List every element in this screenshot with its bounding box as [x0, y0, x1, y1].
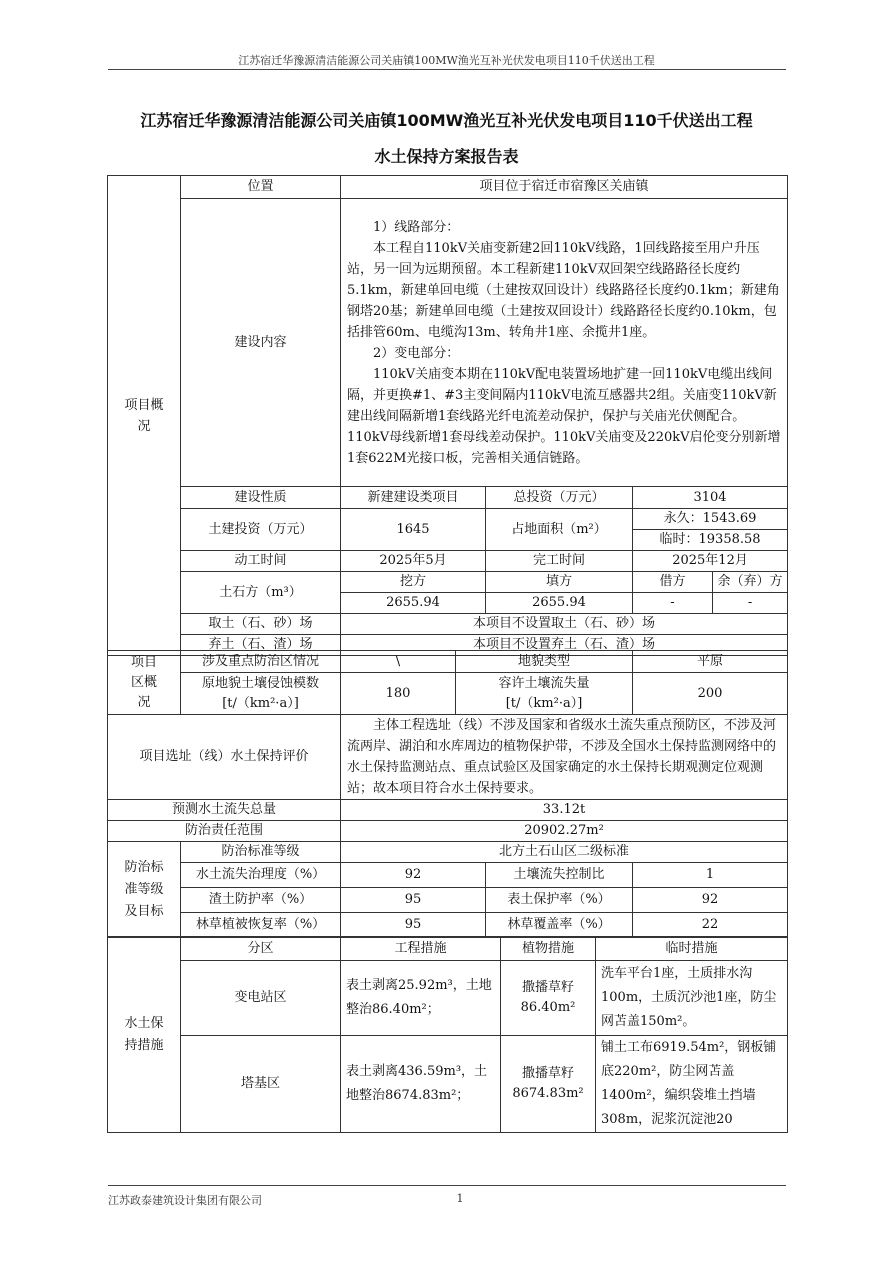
earth-col-fill: 填方: [486, 572, 633, 593]
measure-row-eng: 表土剥离25.92m³，土地整治86.40m²；: [341, 961, 501, 1036]
nature-label: 建设性质: [181, 487, 341, 509]
measure-row-zone: 塔基区: [181, 1036, 341, 1133]
end-value: 2025年12月: [633, 551, 788, 572]
footer-company: 江苏政泰建筑设计集团有限公司: [108, 1194, 262, 1207]
allow-value: 200: [633, 673, 788, 715]
earth-col-cut: 挖方: [341, 572, 486, 593]
document-title: 江苏宿迁华豫源清洁能源公司关庙镇100MW渔光互补光伏发电项目110千伏送出工程: [140, 111, 753, 130]
evaluation-label: 项目选址（线）水土保持评价: [108, 715, 341, 800]
measures-header-plant: 植物措施: [501, 937, 596, 961]
std-r1-label: 水土流失治理度（%）: [181, 863, 341, 888]
std-r1-label2: 土壤流失控制比: [486, 863, 633, 888]
std-r3-label2: 林草覆盖率（%）: [486, 913, 633, 938]
area-temporary: 临时：19358.58: [633, 530, 788, 551]
level-label: 防治标准等级: [181, 842, 341, 863]
area-label: 占地面积（m²）: [486, 509, 633, 551]
location-label: 位置: [181, 176, 341, 199]
civil-inv-value: 1645: [341, 509, 486, 551]
measure-row-temp: 洗车平台1座，土质排水沟100m，土质沉沙池1座，防尘网苫盖150m²。: [596, 961, 788, 1036]
landform-value: 平原: [633, 651, 788, 673]
measure-row-temp: 铺土工布6919.54m²，钢板铺底220m²，防尘网苫盖1400m²，编织袋堆土挡墙308m，泥浆沉淀池20: [596, 1036, 788, 1133]
footer-rule: [108, 1185, 786, 1186]
earth-col-borrow: 借方: [633, 572, 713, 593]
allow-label-text: 容许土壤流失量: [498, 675, 590, 691]
total-inv-value: 3104: [633, 487, 788, 509]
borrow-label: 取土（石、砂）场: [181, 614, 341, 635]
landform-label: 地貌类型: [456, 651, 633, 673]
erosion-label-text: 原地貌土壤侵蚀模数: [201, 675, 319, 691]
civil-inv-label: 土建投资（万元）: [181, 509, 341, 551]
measures-header-temp: 临时措施: [596, 937, 788, 961]
earth-val-borrow: -: [633, 593, 713, 614]
measure-row-plant: 撒播草籽8674.83m²: [501, 1036, 596, 1133]
nature-value: 新建建设类项目: [341, 487, 486, 509]
total-inv-label: 总投资（万元）: [486, 487, 633, 509]
report-table: [107, 175, 788, 656]
start-value: 2025年5月: [341, 551, 486, 572]
document-subtitle: 水土保持方案报告表: [374, 147, 519, 166]
report-table-lower: [107, 650, 788, 938]
content-line-1: 1）线路部分：: [373, 219, 460, 235]
area-permanent: 永久：1543.69: [633, 509, 788, 530]
page-number: 1: [456, 1192, 464, 1205]
erosion-value: 180: [341, 673, 456, 715]
standards-group-label: 防治标准等级及目标: [108, 842, 181, 938]
key-area-value: \: [341, 651, 456, 673]
std-r1-value2: 1: [633, 863, 788, 888]
std-r3-label: 林草植被恢复率（%）: [181, 913, 341, 938]
std-r2-value2: 92: [633, 888, 788, 913]
allow-label-unit: [t/（km²·a）]: [505, 695, 583, 711]
erosion-label-unit: [t/（km²·a）]: [222, 695, 299, 711]
content-text: [341, 199, 788, 487]
content-line-2: 本工程自110kV关庙变新建2回110kV线路，1回线路接至用户升压站，另一回为远期预留。本工程新建110kV双回架空线路路径长度约5.1km，新建单回电缆（土建按双回设计）线路路径长度约0.1km；新建角钢塔20基；新建单回电缆（土建按双回设计）线路路径长度约0.10km，包括排管60m、电缆沟13m、转角井1座、余揽井1座。: [347, 240, 780, 340]
scope-value: 20902.27m²: [341, 821, 788, 842]
std-r1-value: 92: [341, 863, 486, 888]
measures-header-zone: 分区: [181, 937, 341, 961]
start-label: 动工时间: [181, 551, 341, 572]
std-r2-label: 渣土防护率（%）: [181, 888, 341, 913]
allow-label: [456, 673, 633, 715]
header-rule: [108, 69, 786, 70]
key-area-label: 涉及重点防治区情况: [181, 651, 341, 673]
earth-val-cut: 2655.94: [341, 593, 486, 614]
measure-row-zone: 变电站区: [181, 961, 341, 1036]
std-r3-value: 95: [341, 913, 486, 938]
erosion-label: [181, 673, 341, 715]
measures-group-label: 水土保持措施: [108, 937, 181, 1133]
std-r2-label2: 表土保护率（%）: [486, 888, 633, 913]
overview-group-label: 项目概况: [108, 176, 181, 656]
measure-row-eng: 表土剥离436.59m³，土地整治8674.83m²；: [341, 1036, 501, 1133]
std-r2-value: 95: [341, 888, 486, 913]
level-value: 北方土石山区二级标准: [341, 842, 788, 863]
measures-header-eng: 工程措施: [341, 937, 501, 961]
evaluation-text: 主体工程选址（线）不涉及国家和省级水土流失重点预防区，不涉及河流两岸、湖泊和水库周边的植物保护带，不涉及全国水土保持监测网络中的水土保持监测站点、重点试验区及国家确定的水土保持长期观测定位观测站；故本项目符合水土保持要求。: [341, 715, 788, 800]
scope-label: 防治责任范围: [108, 821, 341, 842]
predict-value: 33.12t: [341, 800, 788, 821]
running-header: 江苏宿迁华豫源清洁能源公司关庙镇100MW渔光互补光伏发电项目110千伏送出工程: [238, 54, 655, 67]
measures-table: [107, 936, 788, 1133]
measure-row-plant: 撒播草籽86.40m²: [501, 961, 596, 1036]
region-group-label: 项目区概况: [108, 651, 181, 715]
location-value: 项目位于宿迁市宿豫区关庙镇: [341, 176, 788, 199]
spoil-label: 弃土（石、渣）场: [181, 635, 341, 656]
earth-val-spoil: -: [713, 593, 788, 614]
end-label: 完工时间: [486, 551, 633, 572]
borrow-value: 本项目不设置取土（石、砂）场: [341, 614, 788, 635]
earth-val-fill: 2655.94: [486, 593, 633, 614]
content-line-4: 110kV关庙变本期在110kV配电装置场地扩建一回110kV电缆出线间隔，并更换#1、#3主变间隔内110kV电流互感器共2组。关庙变110kV新建出线间隔新增1套线路光纤电流差动保护，保护与关庙光伏侧配合。110kV母线新增1套母线差动保护。110kV关庙变及220kV启伦变分别新增1套622M光接口板，完善相关通信链路。: [347, 366, 781, 466]
earth-col-spoil: 余（弃）方: [713, 572, 788, 593]
std-r3-value2: 22: [633, 913, 788, 938]
earth-label: 土石方（m³）: [181, 572, 341, 614]
predict-label: 预测水土流失总量: [108, 800, 341, 821]
content-line-3: 2）变电部分：: [373, 345, 460, 361]
content-label: 建设内容: [181, 199, 341, 487]
spoil-value: 本项目不设置弃土（石、渣）场: [341, 635, 788, 656]
